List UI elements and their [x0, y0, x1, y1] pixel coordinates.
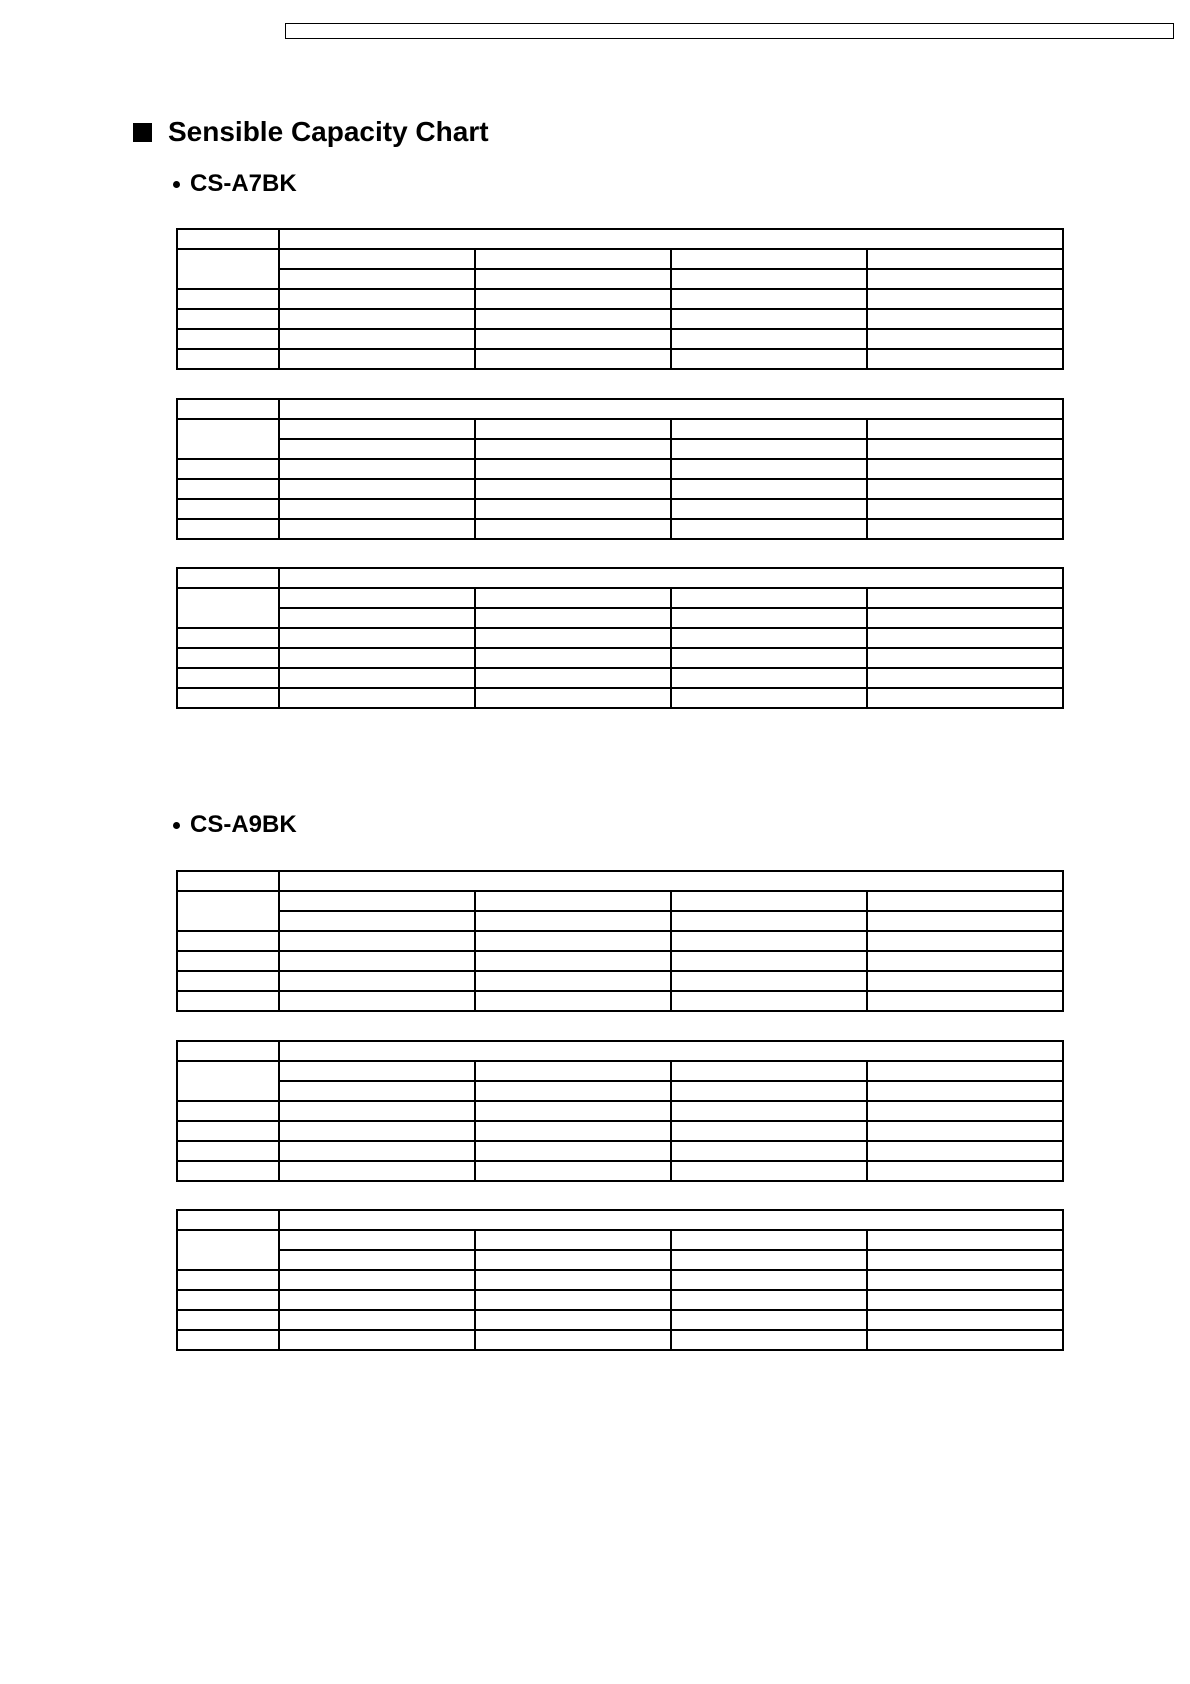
capacity-table [176, 1209, 1064, 1351]
table-cell [279, 1141, 475, 1161]
table-cell [177, 891, 279, 931]
table-cell [475, 289, 671, 309]
table-cell [867, 1310, 1063, 1330]
table-cell [671, 1081, 867, 1101]
table-cell [867, 1081, 1063, 1101]
table-cell [177, 688, 279, 708]
table-cell [671, 1250, 867, 1270]
table-cell [867, 648, 1063, 668]
table-cell [671, 1061, 867, 1081]
table-cell [177, 1210, 279, 1230]
table-cell [279, 588, 475, 608]
table-cell [475, 1121, 671, 1141]
table-cell [279, 419, 475, 439]
table-cell [279, 1081, 475, 1101]
table-cell [475, 648, 671, 668]
table-cell [475, 1290, 671, 1310]
table-cell [671, 608, 867, 628]
table-cell [177, 289, 279, 309]
table-cell [671, 1230, 867, 1250]
table-cell [279, 399, 1063, 419]
table-cell [279, 1101, 475, 1121]
table-row [177, 349, 1063, 369]
table-cell [177, 588, 279, 628]
table-row [177, 1141, 1063, 1161]
table-row [177, 1310, 1063, 1330]
table-cell [867, 1270, 1063, 1290]
table-cell [475, 1081, 671, 1101]
table-cell [867, 289, 1063, 309]
table-row [177, 951, 1063, 971]
table-cell [671, 329, 867, 349]
table-row [177, 1290, 1063, 1310]
table-row [177, 1101, 1063, 1121]
table-cell [475, 349, 671, 369]
table-cell [177, 1290, 279, 1310]
table-cell [177, 931, 279, 951]
table-cell [867, 329, 1063, 349]
table-cell [177, 1061, 279, 1101]
table-cell [177, 1101, 279, 1121]
table-cell [671, 459, 867, 479]
table-cell [867, 309, 1063, 329]
table-cell [867, 608, 1063, 628]
capacity-table [176, 398, 1064, 540]
table-cell [671, 1310, 867, 1330]
table-cell [279, 688, 475, 708]
table-cell [671, 991, 867, 1011]
table-cell [671, 499, 867, 519]
table-cell [475, 1230, 671, 1250]
table-cell [671, 269, 867, 289]
table-cell [177, 479, 279, 499]
table-cell [475, 668, 671, 688]
table-cell [475, 269, 671, 289]
table-cell [279, 1310, 475, 1330]
table-row [177, 459, 1063, 479]
table-cell [671, 688, 867, 708]
table-cell [475, 1141, 671, 1161]
table-row [177, 1161, 1063, 1181]
table-cell [475, 1101, 671, 1121]
table-cell [279, 871, 1063, 891]
table-cell [177, 1161, 279, 1181]
table-cell [177, 519, 279, 539]
table-cell [867, 1290, 1063, 1310]
table-cell [177, 951, 279, 971]
table-cell [279, 951, 475, 971]
table-cell [671, 1101, 867, 1121]
table-cell [475, 608, 671, 628]
table-cell [279, 1121, 475, 1141]
table-cell [279, 1061, 475, 1081]
table-row [177, 688, 1063, 708]
table-row [177, 289, 1063, 309]
section-title [133, 116, 489, 148]
table-cell [867, 1061, 1063, 1081]
table-cell [177, 329, 279, 349]
section-title-text: Sensible Capacity Chart [168, 116, 489, 147]
table-cell [279, 459, 475, 479]
table-cell [177, 628, 279, 648]
table-cell [475, 499, 671, 519]
table-cell [177, 229, 279, 249]
table-cell [867, 1101, 1063, 1121]
table-cell [177, 1041, 279, 1061]
table-cell [279, 1210, 1063, 1230]
table-cell [279, 349, 475, 369]
table-cell [671, 1161, 867, 1181]
table-cell [279, 628, 475, 648]
table-cell [867, 499, 1063, 519]
table-cell [671, 1290, 867, 1310]
table-row [177, 519, 1063, 539]
table-cell [867, 688, 1063, 708]
model-name: CS-A7BK [190, 170, 297, 197]
table-cell [475, 419, 671, 439]
table-cell [475, 309, 671, 329]
table-cell [475, 439, 671, 459]
table-cell [867, 519, 1063, 539]
table-cell [279, 991, 475, 1011]
table-cell [867, 249, 1063, 269]
capacity-table [176, 228, 1064, 370]
table-cell [177, 1330, 279, 1350]
table-cell [867, 931, 1063, 951]
table-cell [279, 648, 475, 668]
table-cell [475, 911, 671, 931]
table-cell [177, 1230, 279, 1270]
table-cell [177, 1121, 279, 1141]
table-cell [867, 349, 1063, 369]
table-cell [475, 459, 671, 479]
table-cell [671, 588, 867, 608]
table-cell [279, 289, 475, 309]
table-cell [867, 1141, 1063, 1161]
table-row [177, 991, 1063, 1011]
table-cell [475, 479, 671, 499]
table-cell [279, 608, 475, 628]
table-cell [177, 419, 279, 459]
table-row [177, 499, 1063, 519]
table-cell [867, 1230, 1063, 1250]
table-cell [279, 499, 475, 519]
table-cell [279, 1250, 475, 1270]
square-bullet-icon [133, 123, 152, 142]
table-cell [867, 668, 1063, 688]
table-cell [671, 1270, 867, 1290]
table-cell [279, 1270, 475, 1290]
table-row [177, 309, 1063, 329]
table-cell [279, 891, 475, 911]
header-box [285, 23, 1174, 39]
table-cell [279, 519, 475, 539]
table-cell [279, 329, 475, 349]
table-cell [867, 891, 1063, 911]
table-cell [279, 668, 475, 688]
table-cell [279, 971, 475, 991]
table-cell [475, 519, 671, 539]
table-cell [177, 1141, 279, 1161]
table-cell [475, 249, 671, 269]
table-cell [671, 349, 867, 369]
table-cell [671, 911, 867, 931]
table-cell [279, 269, 475, 289]
table-cell [475, 931, 671, 951]
table-cell [867, 419, 1063, 439]
bullet-icon [173, 822, 180, 829]
table-cell [279, 1041, 1063, 1061]
model-name: CS-A9BK [190, 811, 297, 838]
table-cell [867, 911, 1063, 931]
table-cell [177, 991, 279, 1011]
table-cell [671, 309, 867, 329]
table-cell [867, 459, 1063, 479]
table-row [177, 329, 1063, 349]
table-cell [671, 289, 867, 309]
table-cell [867, 1121, 1063, 1141]
table-cell [671, 1121, 867, 1141]
table-row [177, 1121, 1063, 1141]
table-row [177, 931, 1063, 951]
table-row [177, 648, 1063, 668]
table-row [177, 479, 1063, 499]
table-cell [671, 931, 867, 951]
table-cell [867, 439, 1063, 459]
table-cell [279, 229, 1063, 249]
table-cell [867, 971, 1063, 991]
table-cell [177, 568, 279, 588]
capacity-table [176, 567, 1064, 709]
table-cell [671, 648, 867, 668]
table-cell [867, 1250, 1063, 1270]
table-cell [177, 1310, 279, 1330]
table-cell [671, 891, 867, 911]
capacity-table [176, 1040, 1064, 1182]
table-cell [867, 588, 1063, 608]
table-cell [177, 871, 279, 891]
table-cell [475, 1061, 671, 1081]
table-cell [475, 329, 671, 349]
table-cell [475, 1250, 671, 1270]
capacity-table [176, 870, 1064, 1012]
table-cell [475, 951, 671, 971]
table-cell [177, 668, 279, 688]
table-cell [671, 1141, 867, 1161]
table-row [177, 971, 1063, 991]
table-cell [279, 1230, 475, 1250]
table-cell [177, 648, 279, 668]
table-cell [279, 479, 475, 499]
table-cell [867, 269, 1063, 289]
table-cell [475, 971, 671, 991]
table-cell [279, 911, 475, 931]
table-cell [475, 1270, 671, 1290]
table-cell [671, 519, 867, 539]
table-cell [177, 1270, 279, 1290]
table-cell [475, 628, 671, 648]
table-cell [671, 971, 867, 991]
model-heading-a9bk [173, 811, 297, 839]
table-cell [475, 1330, 671, 1350]
table-cell [279, 568, 1063, 588]
table-cell [671, 419, 867, 439]
table-cell [867, 1330, 1063, 1350]
table-cell [671, 1330, 867, 1350]
table-cell [177, 459, 279, 479]
table-cell [475, 688, 671, 708]
table-cell [279, 1290, 475, 1310]
table-cell [671, 439, 867, 459]
table-cell [475, 1161, 671, 1181]
table-cell [279, 249, 475, 269]
table-row [177, 1270, 1063, 1290]
table-cell [475, 1310, 671, 1330]
table-cell [475, 991, 671, 1011]
table-cell [867, 628, 1063, 648]
model-heading-a7bk [173, 170, 297, 198]
table-cell [279, 931, 475, 951]
table-cell [671, 951, 867, 971]
table-cell [177, 349, 279, 369]
table-cell [279, 1161, 475, 1181]
table-cell [279, 309, 475, 329]
table-cell [671, 249, 867, 269]
table-row [177, 1330, 1063, 1350]
bullet-icon [173, 181, 180, 188]
table-cell [279, 439, 475, 459]
table-row [177, 628, 1063, 648]
table-cell [177, 249, 279, 289]
table-cell [475, 588, 671, 608]
table-cell [177, 499, 279, 519]
table-cell [867, 479, 1063, 499]
table-cell [867, 991, 1063, 1011]
table-cell [279, 1330, 475, 1350]
table-cell [867, 1161, 1063, 1181]
table-cell [671, 628, 867, 648]
table-cell [867, 951, 1063, 971]
table-cell [177, 971, 279, 991]
table-cell [671, 479, 867, 499]
table-cell [177, 309, 279, 329]
table-row [177, 668, 1063, 688]
table-cell [475, 891, 671, 911]
table-cell [671, 668, 867, 688]
table-cell [177, 399, 279, 419]
